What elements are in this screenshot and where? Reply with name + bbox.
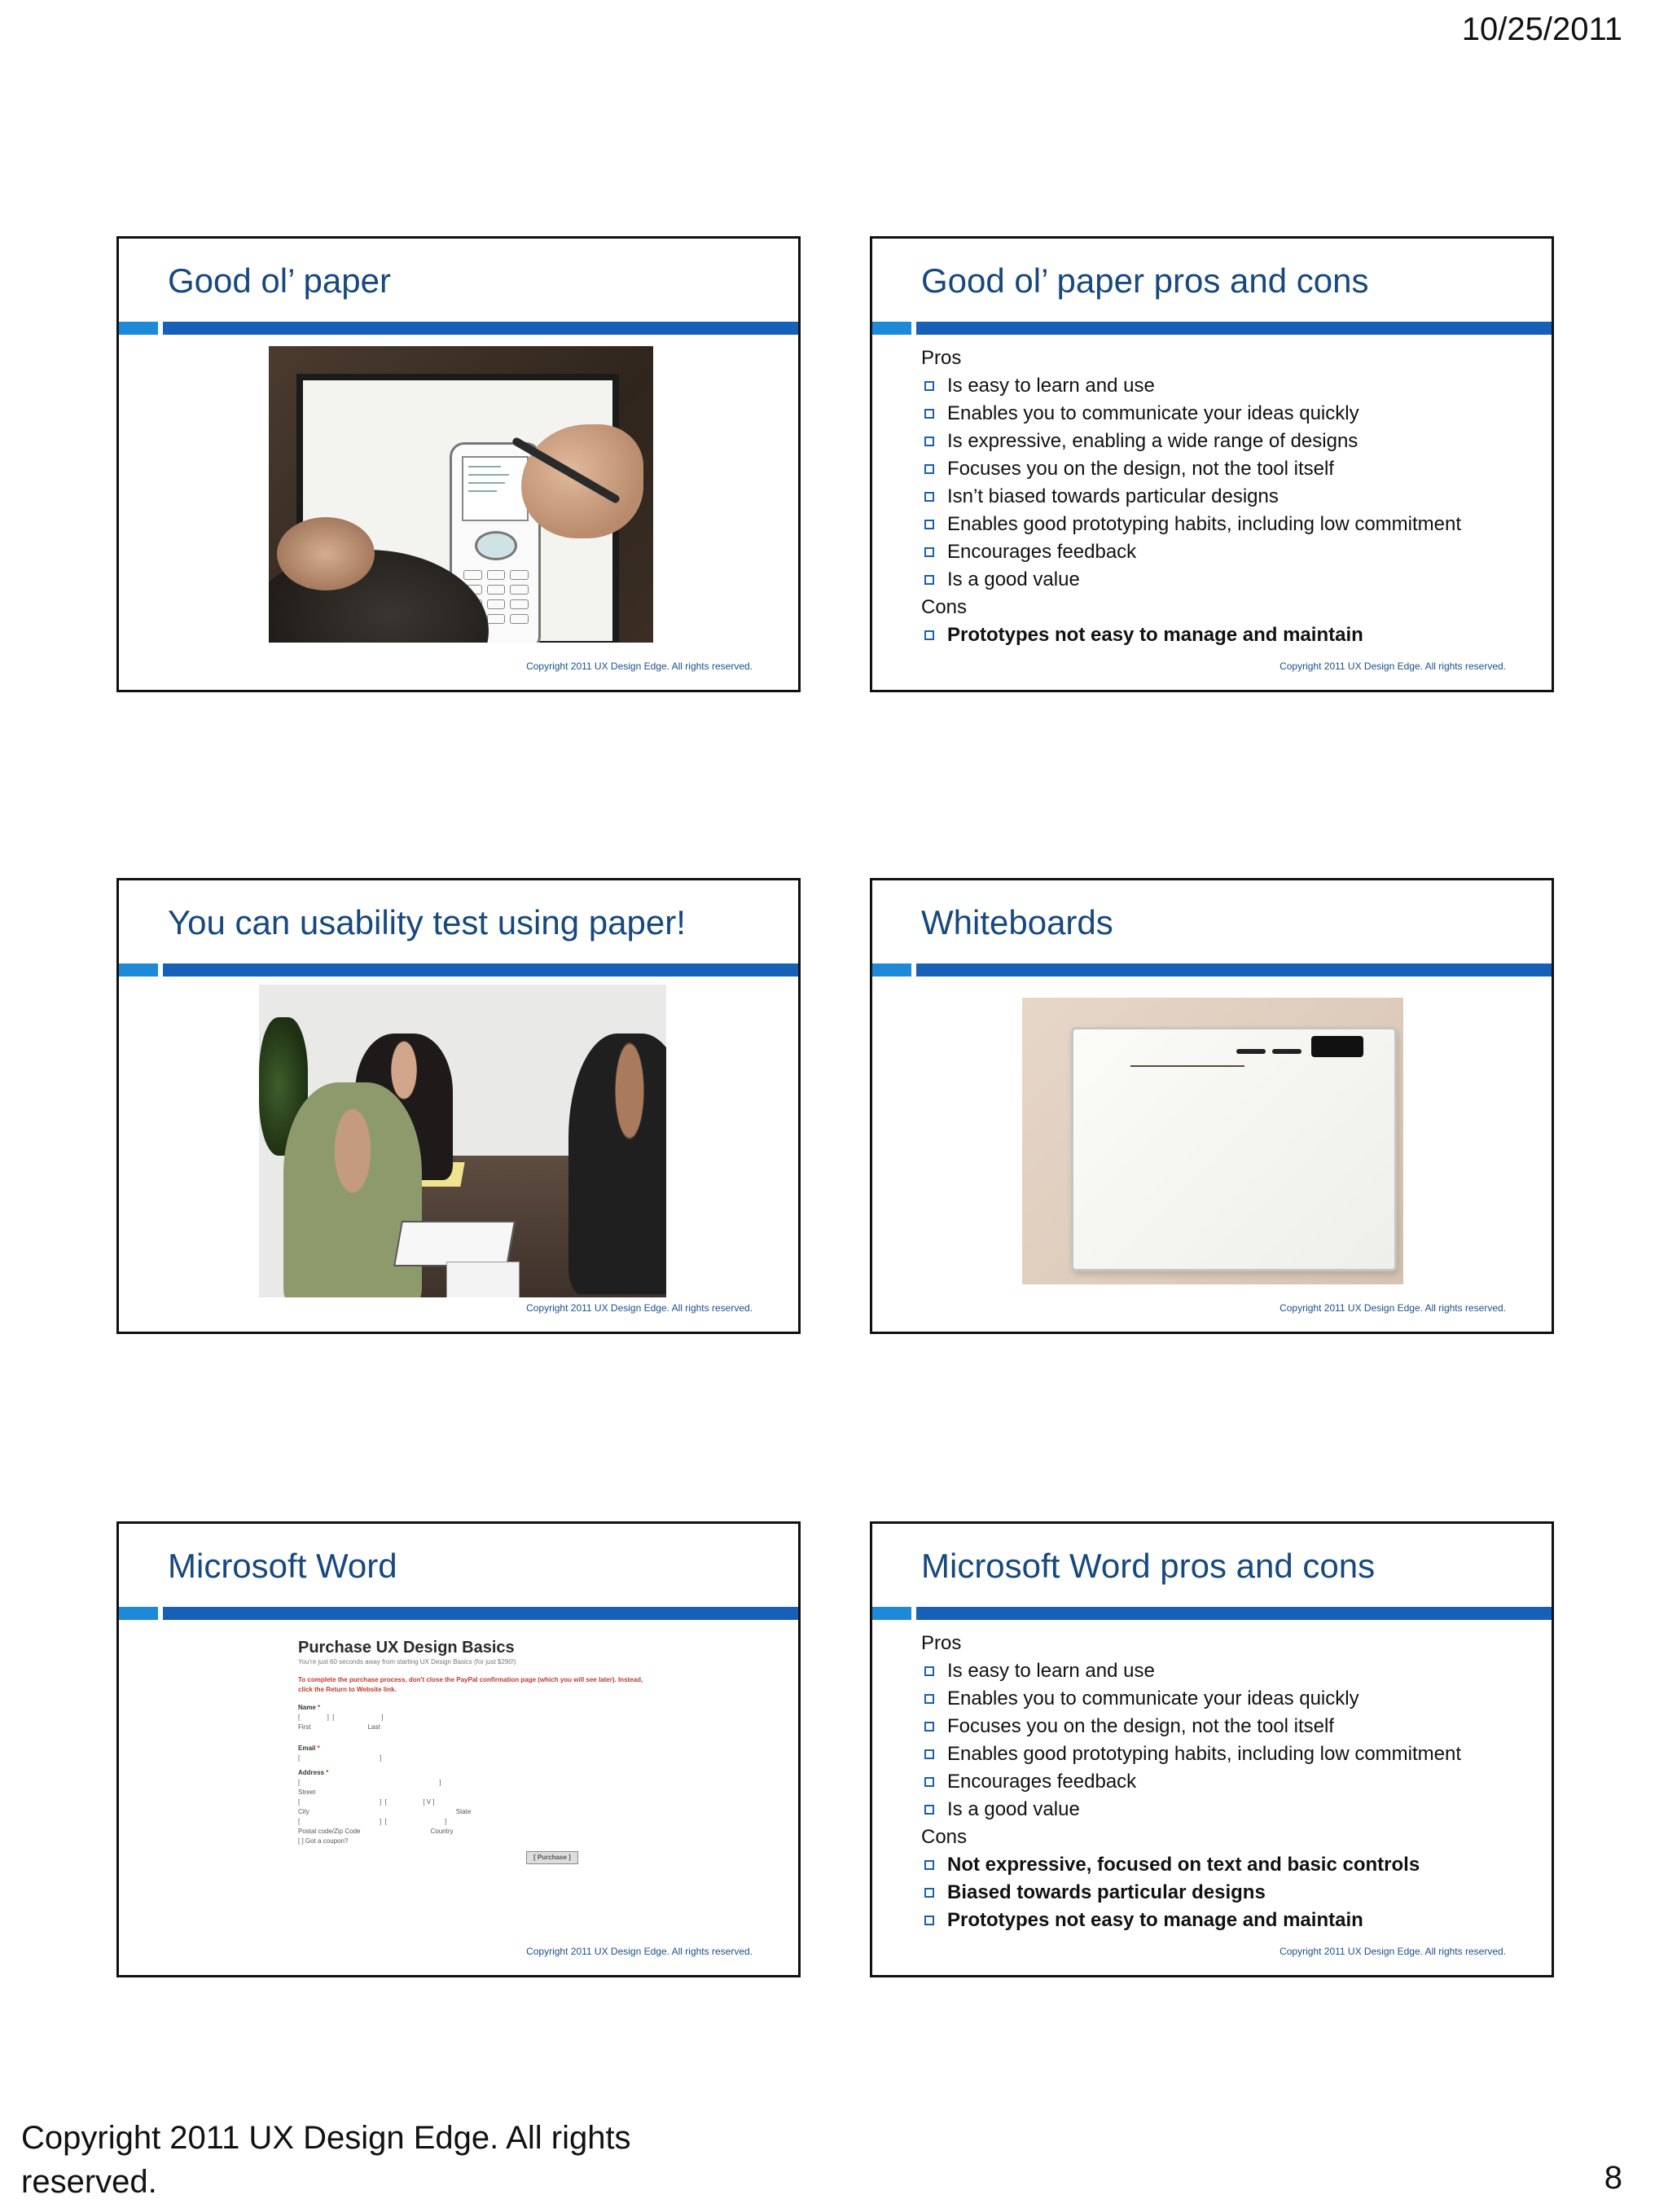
square-bullet-icon — [924, 381, 934, 391]
marker-icon — [1272, 1049, 1301, 1054]
list-item: Is easy to learn and use — [921, 372, 1535, 400]
slide-copyright: Copyright 2011 UX Design Edge. All rights reserved. — [1280, 661, 1506, 672]
slide-paper-pros-cons — [870, 236, 1554, 692]
list-item: Is expressive, enabling a wide range of designs — [921, 428, 1535, 455]
square-bullet-icon — [924, 464, 934, 474]
eraser-icon — [1311, 1036, 1363, 1057]
form-warning: To complete the purchase process, don't close the PayPal confirmation page (which you will see later). Instead, click the Return to Website link. — [298, 1676, 643, 1693]
square-bullet-icon — [924, 1860, 934, 1870]
form-coupon-checkbox: [ ] Got a coupon? — [298, 1837, 349, 1845]
list-item: Focuses you on the design, not the tool itself — [921, 455, 1535, 483]
slide-copyright: Copyright 2011 UX Design Edge. All rights reserved. — [1280, 1302, 1506, 1314]
square-bullet-icon — [924, 1666, 934, 1676]
slide-good-ol-paper — [116, 236, 801, 692]
list-item: Enables you to communicate your ideas quickly — [921, 1685, 1535, 1713]
list-item: Isn’t biased towards particular designs — [921, 483, 1535, 511]
title-accent-bar — [119, 963, 158, 977]
square-bullet-icon — [924, 1916, 934, 1925]
form-postal-country-field: [ ] [ ] — [298, 1818, 447, 1825]
slide-title: Microsoft Word — [168, 1547, 397, 1585]
square-bullet-icon — [924, 575, 934, 585]
page-footer-copyright: Copyright 2011 UX Design Edge. All rights reserved. — [21, 2120, 631, 2200]
square-bullet-icon — [924, 630, 934, 640]
form-title: Purchase UX Design Basics — [298, 1639, 515, 1657]
square-bullet-icon — [924, 1722, 934, 1731]
pros-cons-list — [921, 1630, 1535, 1934]
square-bullet-icon — [924, 1749, 934, 1759]
form-postal-country-sublabels: Postal code/Zip Code Country — [298, 1828, 454, 1835]
photo-whiteboard — [1071, 1027, 1397, 1271]
list-item: Prototypes not easy to manage and maintain — [921, 1907, 1535, 1934]
form-label-address: Address * — [298, 1769, 329, 1776]
pros-heading: Pros — [921, 1632, 962, 1654]
whiteboard-scribble — [1130, 1065, 1244, 1067]
slide-usability-test-paper — [116, 878, 801, 1334]
form-street-field: [ ] — [298, 1779, 441, 1786]
slide-microsoft-word — [116, 1521, 801, 1977]
form-email-field: [ ] — [298, 1754, 382, 1762]
square-bullet-icon — [924, 1805, 934, 1815]
square-bullet-icon — [924, 547, 934, 557]
form-city-state-field: [ ] [ [ V ] — [298, 1798, 435, 1806]
slide-title: Whiteboards — [921, 903, 1113, 941]
pros-heading: Pros — [921, 347, 962, 369]
slide-copyright: Copyright 2011 UX Design Edge. All rights reserved. — [526, 661, 753, 672]
list-item: Not expressive, focused on text and basic controls — [921, 1851, 1535, 1879]
pros-cons-list — [921, 345, 1535, 649]
title-accent-bar — [872, 963, 911, 977]
list-item: Is easy to learn and use — [921, 1657, 1535, 1685]
title-underline-bar — [163, 963, 798, 977]
square-bullet-icon — [924, 520, 934, 529]
list-item: Prototypes not easy to manage and maintain — [921, 621, 1535, 649]
photo-person-facilitator — [568, 1034, 666, 1294]
square-bullet-icon — [924, 492, 934, 502]
slide-copyright: Copyright 2011 UX Design Edge. All rights reserved. — [526, 1302, 753, 1314]
list-item: Is a good value — [921, 566, 1535, 594]
slide-copyright: Copyright 2011 UX Design Edge. All rights reserved. — [1280, 1946, 1506, 1957]
form-label-name: Name * — [298, 1704, 321, 1711]
title-underline-bar — [163, 1607, 798, 1620]
slide-word-pros-cons — [870, 1521, 1554, 1977]
cons-heading: Cons — [921, 1826, 968, 1848]
paper-prototype-photo — [269, 346, 653, 643]
square-bullet-icon — [924, 1694, 934, 1704]
word-form-mockup — [298, 1638, 656, 1864]
photo-hand-left — [277, 517, 375, 590]
slide-title: Good ol’ paper — [168, 261, 391, 300]
slide-copyright: Copyright 2011 UX Design Edge. All rights reserved. — [526, 1946, 753, 1957]
page-date: 10/25/2011 — [1461, 11, 1622, 47]
title-accent-bar — [119, 1607, 158, 1620]
list-item: Enables good prototyping habits, including low commitment — [921, 1740, 1535, 1768]
title-underline-bar — [916, 1607, 1552, 1620]
list-item: Encourages feedback — [921, 538, 1535, 566]
form-city-state-sublabels: City State — [298, 1808, 472, 1815]
form-name-sublabels: First Last — [298, 1723, 380, 1731]
slide-title: Good ol’ paper pros and cons — [921, 261, 1369, 300]
list-item: Focuses you on the design, not the tool itself — [921, 1713, 1535, 1740]
list-item: Enables you to communicate your ideas quickly — [921, 400, 1535, 428]
list-item: Encourages feedback — [921, 1768, 1535, 1796]
sketched-phone-screen — [462, 456, 529, 521]
whiteboard-photo — [1022, 998, 1403, 1284]
title-accent-bar — [872, 322, 911, 335]
title-underline-bar — [163, 322, 798, 335]
photo-paper-sheet — [446, 1262, 520, 1297]
square-bullet-icon — [924, 1888, 934, 1898]
list-item: Biased towards particular designs — [921, 1879, 1535, 1907]
form-subtitle: You're just 60 seconds away from starting UX Design Basics (for just $290!) — [298, 1658, 516, 1666]
usability-test-photo — [259, 985, 666, 1297]
slide-title: Microsoft Word pros and cons — [921, 1547, 1376, 1585]
page-number: 8 — [1604, 2160, 1622, 2196]
photo-paper-prototype — [393, 1221, 516, 1266]
marker-icon — [1236, 1049, 1266, 1054]
title-accent-bar — [119, 322, 158, 335]
form-purchase-button: [ Purchase ] — [526, 1851, 578, 1864]
title-underline-bar — [916, 963, 1552, 977]
square-bullet-icon — [924, 437, 934, 446]
form-label-email: Email * — [298, 1745, 320, 1752]
slide-whiteboards — [870, 878, 1554, 1334]
cons-heading: Cons — [921, 596, 968, 618]
form-street-sublabel: Street — [298, 1788, 316, 1796]
list-item: Enables good prototyping habits, including low commitment — [921, 511, 1535, 538]
square-bullet-icon — [924, 1777, 934, 1787]
sketched-phone-dpad — [475, 531, 517, 560]
title-underline-bar — [916, 322, 1552, 335]
list-item: Is a good value — [921, 1796, 1535, 1824]
square-bullet-icon — [924, 409, 934, 419]
slide-title: You can usability test using paper! — [168, 903, 686, 941]
title-accent-bar — [872, 1607, 911, 1620]
form-name-fields: [ ] [ ] — [298, 1714, 384, 1721]
